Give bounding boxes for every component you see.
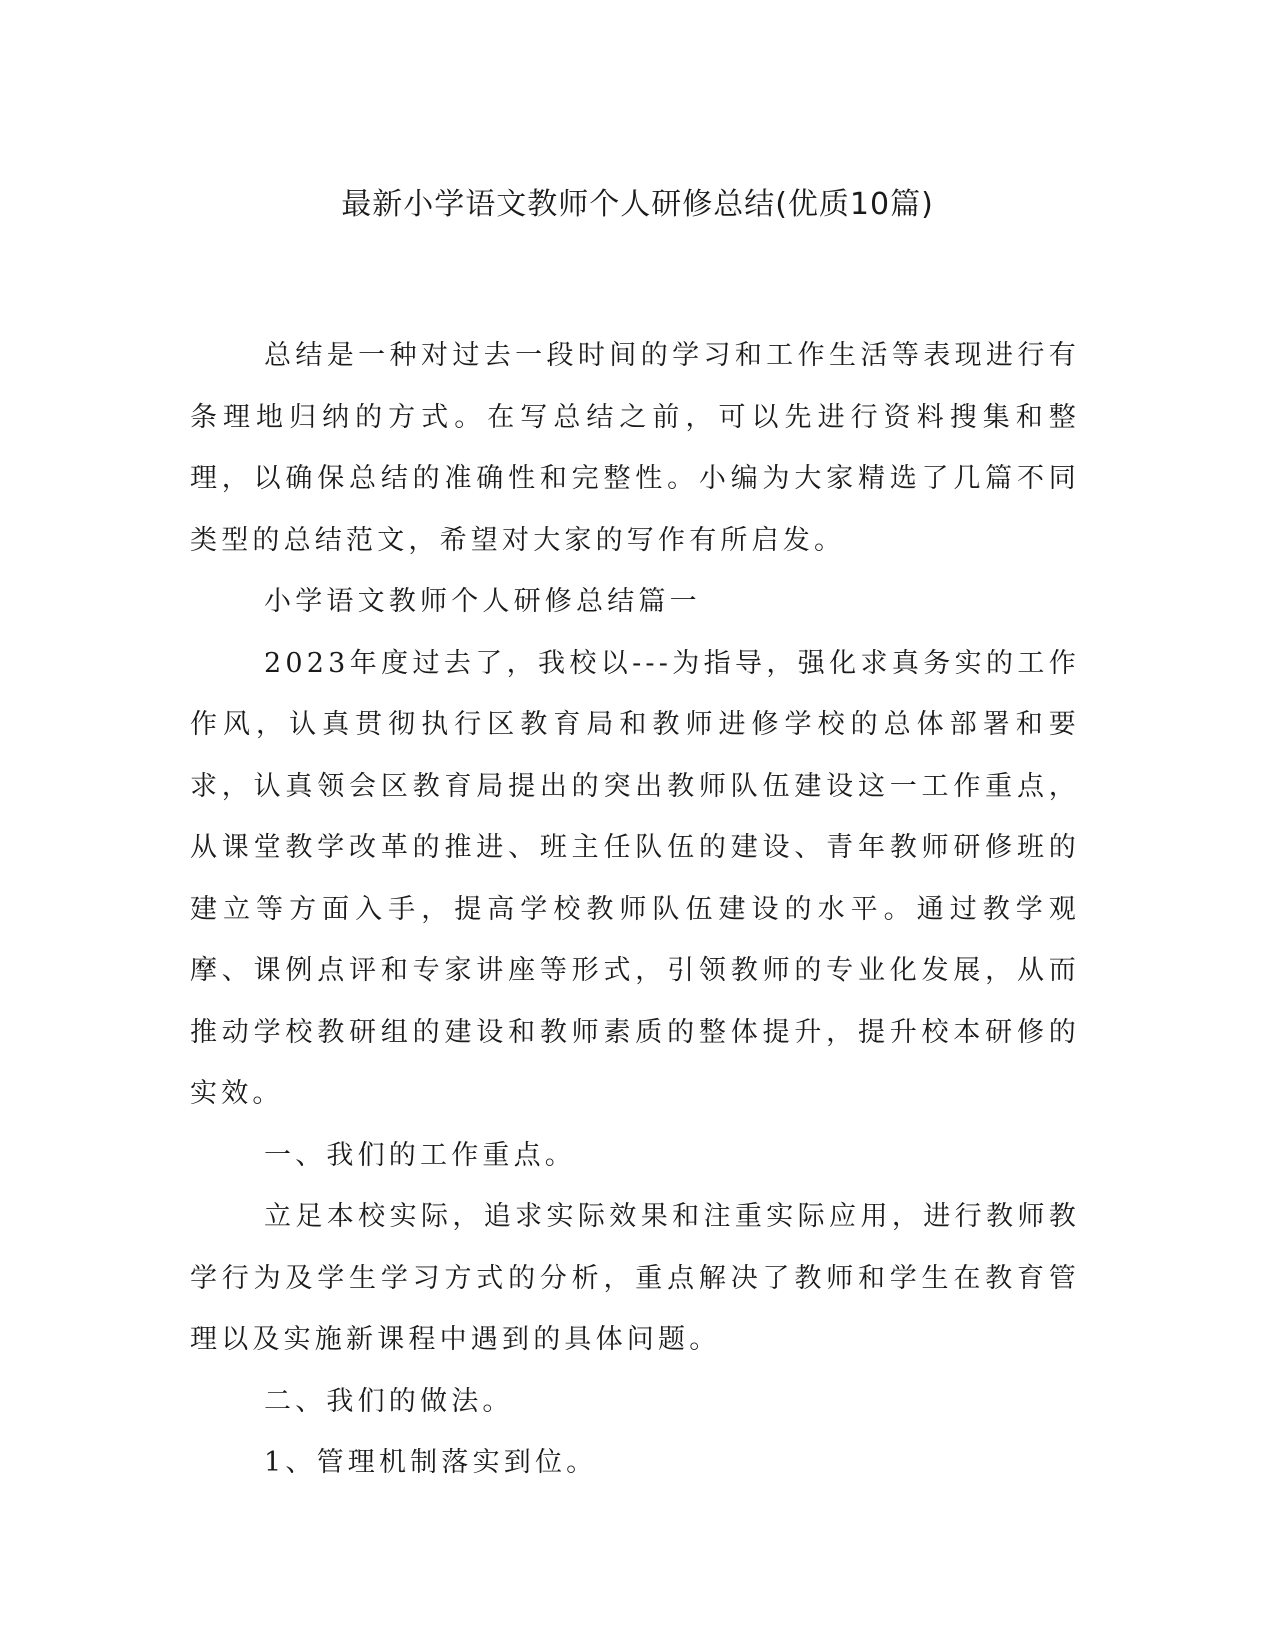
body-paragraph: 2023年度过去了，我校以---为指导，强化求真务实的工作作风，认真贯彻执行区教育局和教师进修学校的总体部署和要求，认真领会区教育局提出的突出教师队伍建设这一工作重点，从课堂教学改革的推进、班主任队伍的建设、青年教师研修班的建立等方面入手，提高学校教师队伍建设的水平。通过教学观摩、课例点评和专家讲座等形式，引领教师的专业化发展，从而推动学校教研组的建设和教师素质的整体提升，提升校本研修的实效。 [190,647,1080,1109]
intro-paragraph: 总结是一种对过去一段时间的学习和工作生活等表现进行有条理地归纳的方式。在写总结之前，可以先进行资料搜集和整理，以确保总结的准确性和完整性。小编为大家精选了几篇不同类型的总结范文，希望对大家的写作有所启发。 [190,340,1080,556]
subsection-heading: 一、我们的工作重点。 [264,1139,576,1171]
section-heading: 小学语文教师个人研修总结篇一 [264,586,701,617]
document-body [190,325,1080,1494]
list-item: 1、管理机制落实到位。 [264,1447,598,1478]
document-title: 最新小学语文教师个人研修总结(优质10篇) [341,187,934,222]
subsection-heading: 二、我们的做法。 [264,1385,514,1417]
body-paragraph: 立足本校实际，追求实际效果和注重实际应用，进行教师教学行为及学生学习方式的分析，重点解决了教师和学生在教育管理以及实施新课程中遇到的具体问题。 [190,1201,1080,1355]
